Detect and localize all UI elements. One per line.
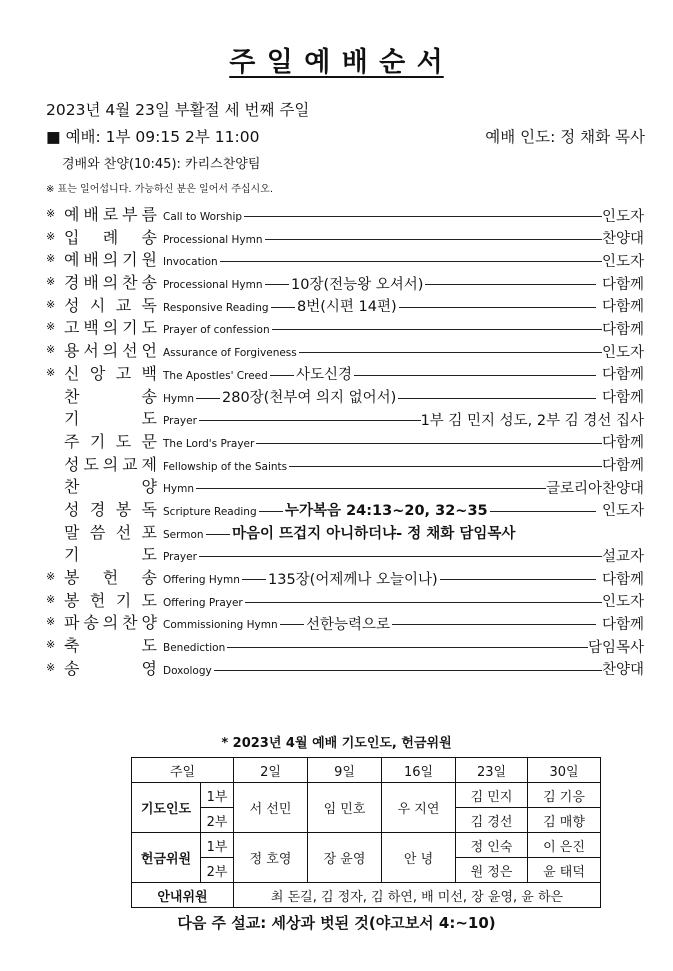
order-participant: 인도자 bbox=[601, 208, 644, 225]
leader-dash bbox=[196, 398, 220, 399]
offering-name: 정 호영 bbox=[234, 833, 308, 883]
order-detail bbox=[272, 317, 644, 339]
usher-label: 안내위원 bbox=[132, 883, 234, 908]
date-line: 2023년 4월 23일 부활절 세 번째 주일 bbox=[46, 101, 310, 119]
order-row bbox=[46, 567, 644, 590]
order-detail bbox=[242, 567, 644, 589]
prayer-name: 서 선민 bbox=[234, 783, 308, 833]
order-korean-name: 봉 헌 기 도 bbox=[64, 590, 157, 610]
order-row bbox=[46, 612, 644, 635]
order-detail bbox=[196, 386, 644, 408]
praise-line: 경배와 찬양(10:45): 카리스찬양팀 bbox=[62, 157, 261, 172]
leader-dash bbox=[245, 602, 602, 603]
leader-dash bbox=[227, 647, 588, 648]
order-participant: 다함께 bbox=[601, 367, 644, 384]
order-row bbox=[46, 295, 644, 318]
standing-mark: ※ bbox=[46, 275, 56, 289]
order-korean-name: 축 도 bbox=[64, 636, 157, 656]
order-korean-name: 성 경 봉 독 bbox=[64, 499, 157, 519]
standing-mark: ※ bbox=[46, 660, 56, 674]
offering-name: 장 윤영 bbox=[308, 833, 382, 883]
order-korean-name: 기 도 bbox=[64, 409, 157, 429]
order-english-name: Fellowship of the Saints bbox=[163, 460, 288, 473]
order-row bbox=[46, 272, 644, 295]
order-participant: 다함께 bbox=[601, 321, 644, 338]
order-english-name: Hymn bbox=[163, 483, 194, 496]
order-row bbox=[46, 204, 644, 227]
order-row bbox=[46, 454, 644, 477]
leader-dash bbox=[244, 216, 602, 217]
order-detail bbox=[259, 499, 644, 521]
order-participant: 인도자 bbox=[601, 503, 644, 520]
order-korean-name: 말 씀 선 포 bbox=[64, 522, 157, 542]
service-1: 1부 bbox=[201, 783, 234, 808]
order-participant: 다함께 bbox=[601, 458, 644, 475]
order-row bbox=[46, 431, 644, 454]
leader-dash bbox=[206, 534, 230, 535]
leader-dash bbox=[398, 398, 596, 399]
order-participant: 다함께 bbox=[601, 616, 644, 633]
leader-dash bbox=[265, 284, 289, 285]
leader-dash bbox=[440, 579, 596, 580]
leader-dash bbox=[280, 624, 304, 625]
standing-mark: ※ bbox=[46, 229, 56, 243]
leader-dash bbox=[259, 511, 283, 512]
service-1: 1부 bbox=[201, 833, 234, 858]
standing-mark: ※ bbox=[46, 207, 56, 220]
header-sunday: 주일 bbox=[132, 758, 234, 783]
table-caption: * 2023년 4월 예배 기도인도, 헌금위원 bbox=[221, 736, 452, 751]
header-date: 2일 bbox=[234, 758, 308, 783]
order-row bbox=[46, 227, 644, 250]
order-participant: 다함께 bbox=[601, 571, 644, 588]
leader-dash bbox=[425, 284, 596, 285]
order-participant: 다함께 bbox=[601, 435, 644, 452]
order-korean-name: 송 영 bbox=[64, 658, 157, 678]
order-detail bbox=[265, 272, 644, 294]
order-korean-name: 용 서 의 선 언 bbox=[64, 341, 157, 361]
order-row bbox=[46, 499, 644, 522]
order-content: 사도신경 bbox=[296, 367, 353, 384]
order-english-name: Hymn bbox=[163, 392, 194, 405]
leader-dash bbox=[271, 307, 295, 308]
order-english-name: Offering Prayer bbox=[163, 596, 243, 609]
order-english-name: Processional Hymn bbox=[163, 233, 263, 246]
order-participant: 담임목사 bbox=[587, 639, 644, 656]
order-english-name: Invocation bbox=[163, 256, 218, 269]
leader-dash bbox=[299, 352, 602, 353]
order-row bbox=[46, 522, 644, 545]
standing-mark: ※ bbox=[46, 343, 56, 357]
order-participant: 찬양대 bbox=[601, 231, 644, 248]
order-participant: 찬양대 bbox=[601, 662, 644, 679]
offering-label: 헌금위원 bbox=[132, 833, 201, 883]
worship-leader: 예배 인도: 정 채화 목사 bbox=[485, 128, 645, 146]
prayer-name: 우 지연 bbox=[382, 783, 456, 833]
order-content: 8번(시편 14편) bbox=[297, 299, 397, 316]
order-content: 선한능력으로 bbox=[306, 616, 391, 633]
order-content: 누가복음 24:13~20, 32~35 bbox=[285, 503, 488, 520]
leader-dash bbox=[392, 624, 596, 625]
order-detail bbox=[196, 476, 644, 498]
order-english-name: Commissioning Hymn bbox=[163, 619, 278, 632]
leader-dash bbox=[220, 261, 602, 262]
leader-dash bbox=[214, 670, 602, 671]
order-participant: 인도자 bbox=[601, 253, 644, 270]
order-detail bbox=[299, 340, 644, 362]
order-detail bbox=[245, 590, 644, 612]
order-detail bbox=[199, 544, 644, 566]
order-detail bbox=[199, 408, 644, 430]
order-detail bbox=[265, 227, 644, 249]
leader-dash bbox=[199, 556, 602, 557]
header-date: 23일 bbox=[456, 758, 528, 783]
prayer-name: 김 민지 bbox=[456, 783, 528, 808]
prayer-name: 김 매향 bbox=[528, 808, 601, 833]
service-2: 2부 bbox=[201, 858, 234, 883]
header-date: 9일 bbox=[308, 758, 382, 783]
service-times: ■ 예배: 1부 09:15 2부 11:00 bbox=[46, 128, 260, 146]
order-row bbox=[46, 249, 644, 272]
offering-name: 이 은진 bbox=[528, 833, 601, 858]
leader-dash bbox=[256, 443, 602, 444]
leader-dash bbox=[399, 307, 596, 308]
order-korean-name: 봉 헌 송 bbox=[64, 568, 157, 587]
prayer-name: 임 민호 bbox=[308, 783, 382, 833]
order-content: 280장(천부여 의지 없어서) bbox=[222, 390, 397, 406]
offering-name: 원 정은 bbox=[456, 858, 528, 883]
prayer-label: 기도인도 bbox=[132, 783, 201, 833]
order-english-name: Sermon bbox=[163, 528, 204, 541]
order-detail bbox=[289, 454, 644, 476]
order-korean-name: 신 앙 고 백 bbox=[64, 363, 157, 383]
standing-mark: ※ bbox=[46, 252, 56, 266]
next-sermon: 다음 주 설교: 세상과 벗된 것(야고보서 4:~10) bbox=[177, 914, 496, 932]
order-participant: 인도자 bbox=[601, 594, 644, 611]
order-english-name: The Apostles' Creed bbox=[163, 369, 268, 382]
leader-dash bbox=[199, 420, 421, 421]
order-korean-name: 기 도 bbox=[64, 545, 157, 565]
header-date: 16일 bbox=[382, 758, 456, 783]
order-row bbox=[46, 317, 644, 340]
order-participant: 인도자 bbox=[601, 344, 644, 361]
leader-dash bbox=[272, 329, 602, 330]
order-detail bbox=[271, 295, 644, 317]
order-row bbox=[46, 590, 644, 613]
standing-mark: ※ bbox=[46, 570, 56, 583]
order-content: 135장(어제께나 오늘이나) bbox=[268, 571, 438, 588]
offering-name: 정 인숙 bbox=[456, 833, 528, 858]
leader-dash bbox=[196, 488, 546, 489]
order-english-name: Prayer bbox=[163, 551, 197, 564]
order-english-name: Responsive Reading bbox=[163, 301, 269, 314]
order-row bbox=[46, 476, 644, 499]
standing-mark: ※ bbox=[46, 365, 56, 379]
schedule-table bbox=[131, 757, 601, 908]
order-english-name: The Lord's Prayer bbox=[163, 437, 255, 450]
order-detail bbox=[220, 249, 644, 271]
order-english-name: Scripture Reading bbox=[163, 505, 257, 518]
header-date: 30일 bbox=[528, 758, 601, 783]
order-english-name: Processional Hymn bbox=[163, 279, 263, 292]
order-participant: 글로리아찬양대 bbox=[545, 480, 644, 497]
leader-dash bbox=[270, 375, 294, 376]
order-korean-name: 찬 송 bbox=[64, 386, 157, 406]
leader-dash bbox=[354, 375, 596, 376]
standing-mark: ※ bbox=[46, 297, 56, 311]
order-english-name: Prayer bbox=[163, 415, 197, 428]
offering-name: 안 녕 bbox=[382, 833, 456, 883]
order-row bbox=[46, 363, 644, 386]
order-korean-name: 성 시 교 독 bbox=[64, 295, 157, 315]
leader-dash bbox=[490, 511, 596, 512]
order-detail bbox=[244, 204, 644, 226]
leader-dash bbox=[242, 579, 266, 580]
order-english-name: Call to Worship bbox=[163, 211, 243, 223]
order-participant: 다함께 bbox=[601, 299, 644, 316]
leader-dash bbox=[265, 239, 602, 240]
order-row bbox=[46, 544, 644, 567]
standing-mark: ※ bbox=[46, 320, 56, 334]
order-row bbox=[46, 408, 644, 431]
order-korean-name: 찬 양 bbox=[64, 477, 157, 497]
order-detail bbox=[227, 635, 644, 657]
order-participant: 설교자 bbox=[601, 548, 644, 565]
standing-note: ※ 표는 일어섭니다. 가능하신 분은 일어서 주십시오. bbox=[46, 184, 274, 195]
offering-name: 윤 태덕 bbox=[528, 858, 601, 883]
order-row bbox=[46, 340, 644, 363]
standing-mark: ※ bbox=[46, 592, 56, 606]
order-content: 마음이 뜨겁지 아니하더냐- 정 채화 담임목사 bbox=[232, 526, 516, 543]
order-korean-name: 주 기 도 문 bbox=[64, 431, 157, 451]
order-of-worship bbox=[46, 204, 644, 680]
prayer-name: 김 기응 bbox=[528, 783, 601, 808]
order-detail bbox=[214, 658, 644, 680]
order-content: 10장(전능왕 오셔서) bbox=[291, 276, 424, 293]
order-english-name: Prayer of confession bbox=[163, 324, 270, 337]
order-korean-name: 경 배 의 찬 송 bbox=[64, 273, 157, 293]
order-participant: 다함께 bbox=[601, 276, 644, 293]
standing-mark: ※ bbox=[46, 615, 56, 629]
order-detail bbox=[270, 363, 644, 385]
order-korean-name: 예 배 로 부 름 bbox=[64, 205, 157, 224]
order-row bbox=[46, 635, 644, 658]
order-english-name: Doxology bbox=[163, 664, 212, 677]
order-english-name: Assurance of Forgiveness bbox=[163, 347, 297, 360]
page-title: 주 일 예 배 순 서 bbox=[229, 47, 444, 78]
order-row bbox=[46, 658, 644, 681]
order-korean-name: 예 배 의 기 원 bbox=[64, 250, 157, 270]
prayer-name: 김 경선 bbox=[456, 808, 528, 833]
order-detail bbox=[206, 522, 644, 544]
standing-mark: ※ bbox=[46, 638, 56, 652]
order-korean-name: 성 도 의 교 제 bbox=[64, 454, 157, 474]
order-korean-name: 입 례 송 bbox=[64, 227, 157, 247]
order-korean-name: 고 백 의 기 도 bbox=[64, 318, 157, 338]
leader-dash bbox=[289, 466, 602, 467]
usher-names: 최 돈길, 김 정자, 김 하연, 배 미선, 장 윤영, 윤 하은 bbox=[234, 883, 601, 908]
order-detail bbox=[280, 612, 644, 634]
order-english-name: Offering Hymn bbox=[163, 574, 240, 586]
order-participant: 1부 김 민지 성도, 2부 김 경선 집사 bbox=[420, 412, 644, 429]
order-korean-name: 파 송 의 찬 양 bbox=[64, 613, 157, 633]
service-2: 2부 bbox=[201, 808, 234, 833]
order-participant: 다함께 bbox=[601, 390, 644, 406]
order-detail bbox=[256, 431, 644, 453]
order-row bbox=[46, 386, 644, 409]
order-english-name: Benediction bbox=[163, 642, 226, 655]
